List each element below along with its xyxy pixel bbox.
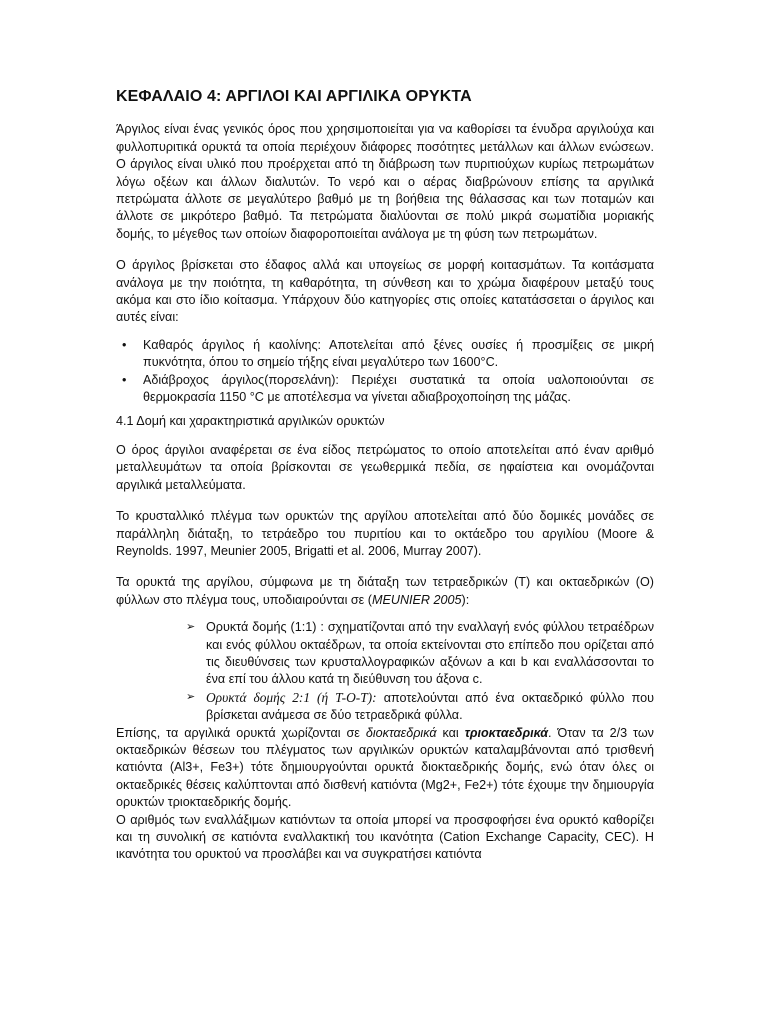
document-page: [116, 88, 654, 864]
list-item: ➢ Ορυκτά δομής (1:1) : σχηματίζονται από την εναλλαγή ενός φύλλου τετραέδρων και ενός φύλλου οκταέδρων, τα οποία εκτείνονται στο επίπεδο που ορίζεται από τις διευθύνσεις των κρυσταλλογραφικών αξόνων a και b και εναλλάσσονται το ένα επί του άλλου κατά τη διεύθυνση του άξονα c.: [186, 620, 654, 687]
bullet-icon: •: [122, 337, 127, 352]
intro-paragraph: Άργιλος είναι ένας γενικός όρος που χρησιμοποιείται για να καθορίσει τα ένυδρα αργιλούχα και φυλλοπυριτικά ορυκτά τα οποία περιέχουν διάφορες ποσότητες μετάλλων και άλλων ενώσεων. Ο άργιλος είναι υλικό που προέρχεται από τη διάβρωση των πυριτιούχων κυρίως πετρωμάτων λόγω οξέων και άλλων διαλυτών. Το νερό και ο αέρας διαβρώνουν επίσης τα αργιλικά πετρώματα άλλοτε σε μεγαλύτερο βαθμό με τη βοήθεια της θάλασσας και των ποταμών και άλλοτε σε μικρότερο βαθμό. Τα πετρώματα διαλύονται σε πολύ μικρά σωματίδια μοριακής δομής, το μέγεθος των οποίων διαφοροποιείται ανάλογα με τη φύση των πετρωμάτων.: [116, 122, 654, 241]
bullet-icon: •: [122, 372, 127, 387]
structure-types-list: [116, 619, 654, 724]
section-heading: 4.1 Δομή και χαρακτηριστικά αργιλικών ορυκτών: [116, 413, 385, 428]
arrow-bullet-icon: ➢: [186, 690, 196, 703]
list-item: • Καθαρός άργιλος ή καολίνης: Αποτελείται από ξένες ουσίες ή προσμίξεις σε μικρή πυκνότητα, όπου το σημείο τήξης είναι μεγαλύτερο των 1600°C.: [122, 337, 654, 370]
arrow-bullet-icon: ➢: [186, 621, 196, 634]
exchange-capacity-paragraph: Ο αριθμός των εναλλάξιμων κατιόντων τα οποία μπορεί να προσφοφήσει ένα ορυκτό καθορίζει και τη συνολική σε κατιόντα εναλλακτική του ικανότητα (Cation Exchange Capacity, CEC). Η ικανότητα του ορυκτού να προσλάβει και να συγκρατήσει κατιόντα: [116, 812, 654, 862]
classification-paragraph: Τα ορυκτά της αργίλου, σύμφωνα με τη διάταξη των τετραεδρικών (Τ) και οκταεδρικών (Ο) φύλλων στο πλέγμα τους, υποδιαιρούνται σε (MEUNIER 2005):: [116, 575, 654, 607]
octahedral-paragraph: Επίσης, τα αργιλικά ορυκτά χωρίζονται σε διοκταεδρικά και τριοκταεδρικά. Όταν τα 2/3 των οκταεδρικών θέσεων του πλέγματος των αργιλικών ορυκτών καταλαμβάνονται από τρισθενή κατιόντα (Al3+, Fe3+) τότε δημιουργούνται ορυκτά διοκταεδρικής δομής, ενώ όταν όλες οι οκταεδρικές θέσεις καλύπτονται από δισθενή κατιόντα (Mg2+, Fe2+) τότε έχουμε την δημιουργία ορυκτών τριοκταεδρικής δομής.: [116, 725, 654, 810]
clay-categories-list: [116, 337, 654, 407]
chapter-title: ΚΕΦΑΛΑΙΟ 4: ΑΡΓΙΛΟΙ ΚΑΙ ΑΡΓΙΛΙΚΑ ΟΡΥΚΤΑ: [116, 88, 472, 105]
deposits-paragraph: Ο άργιλος βρίσκεται στο έδαφος αλλά και υπογείως σε μορφή κοιτασμάτων. Τα κοιτάσματα ανάλογα με την ποιότητα, τη καθαρότητα, τη σύνθεση και το χρώμα διαφέρουν μεταξύ τους ακόμα και στο ίδιο κοίτασμα. Υπάρχουν δύο κατηγορίες στις οποίες κατατάσσεται ο άργιλος και αυτές είναι:: [116, 258, 654, 325]
list-item: • Αδιάβροχος άργιλος(πορσελάνη): Περιέχει συστατικά τα οποία υαλοποιούνται σε θερμοκρασία 1150 °C με αποτέλεσμα να γίνεται αδιαβροχοποίηση της μάζας.: [122, 372, 654, 405]
list-item: ➢ Ορυκτά δομής 2:1 (ή T-O-T): αποτελούνται από ένα οκταεδρικό φύλλο που βρίσκεται ανάμεσα σε δύο τετραεδρικά φύλλα.: [186, 689, 654, 723]
crystal-lattice-paragraph: Το κρυσταλλικό πλέγμα των ορυκτών της αργίλου αποτελείται από δύο δομικές μονάδες σε παράλληλη διάταξη, το τετράεδρο του πυριτίου και το οκτάεδρο του αργιλίου (Moore & Reynolds. 1997, Meunier 2005, Brigatti et al. 2006, Murray 2007).: [116, 509, 654, 558]
clays-definition-paragraph: Ο όρος άργιλοι αναφέρεται σε ένα είδος πετρώματος το οποίο αποτελείται από έναν αριθμό μεταλλευμάτων τα οποία βρίσκονται σε γεωθερμικά πεδία, σε ηφαίστεια και ονομάζονται αργιλικά μεταλλεύματα.: [116, 442, 654, 492]
